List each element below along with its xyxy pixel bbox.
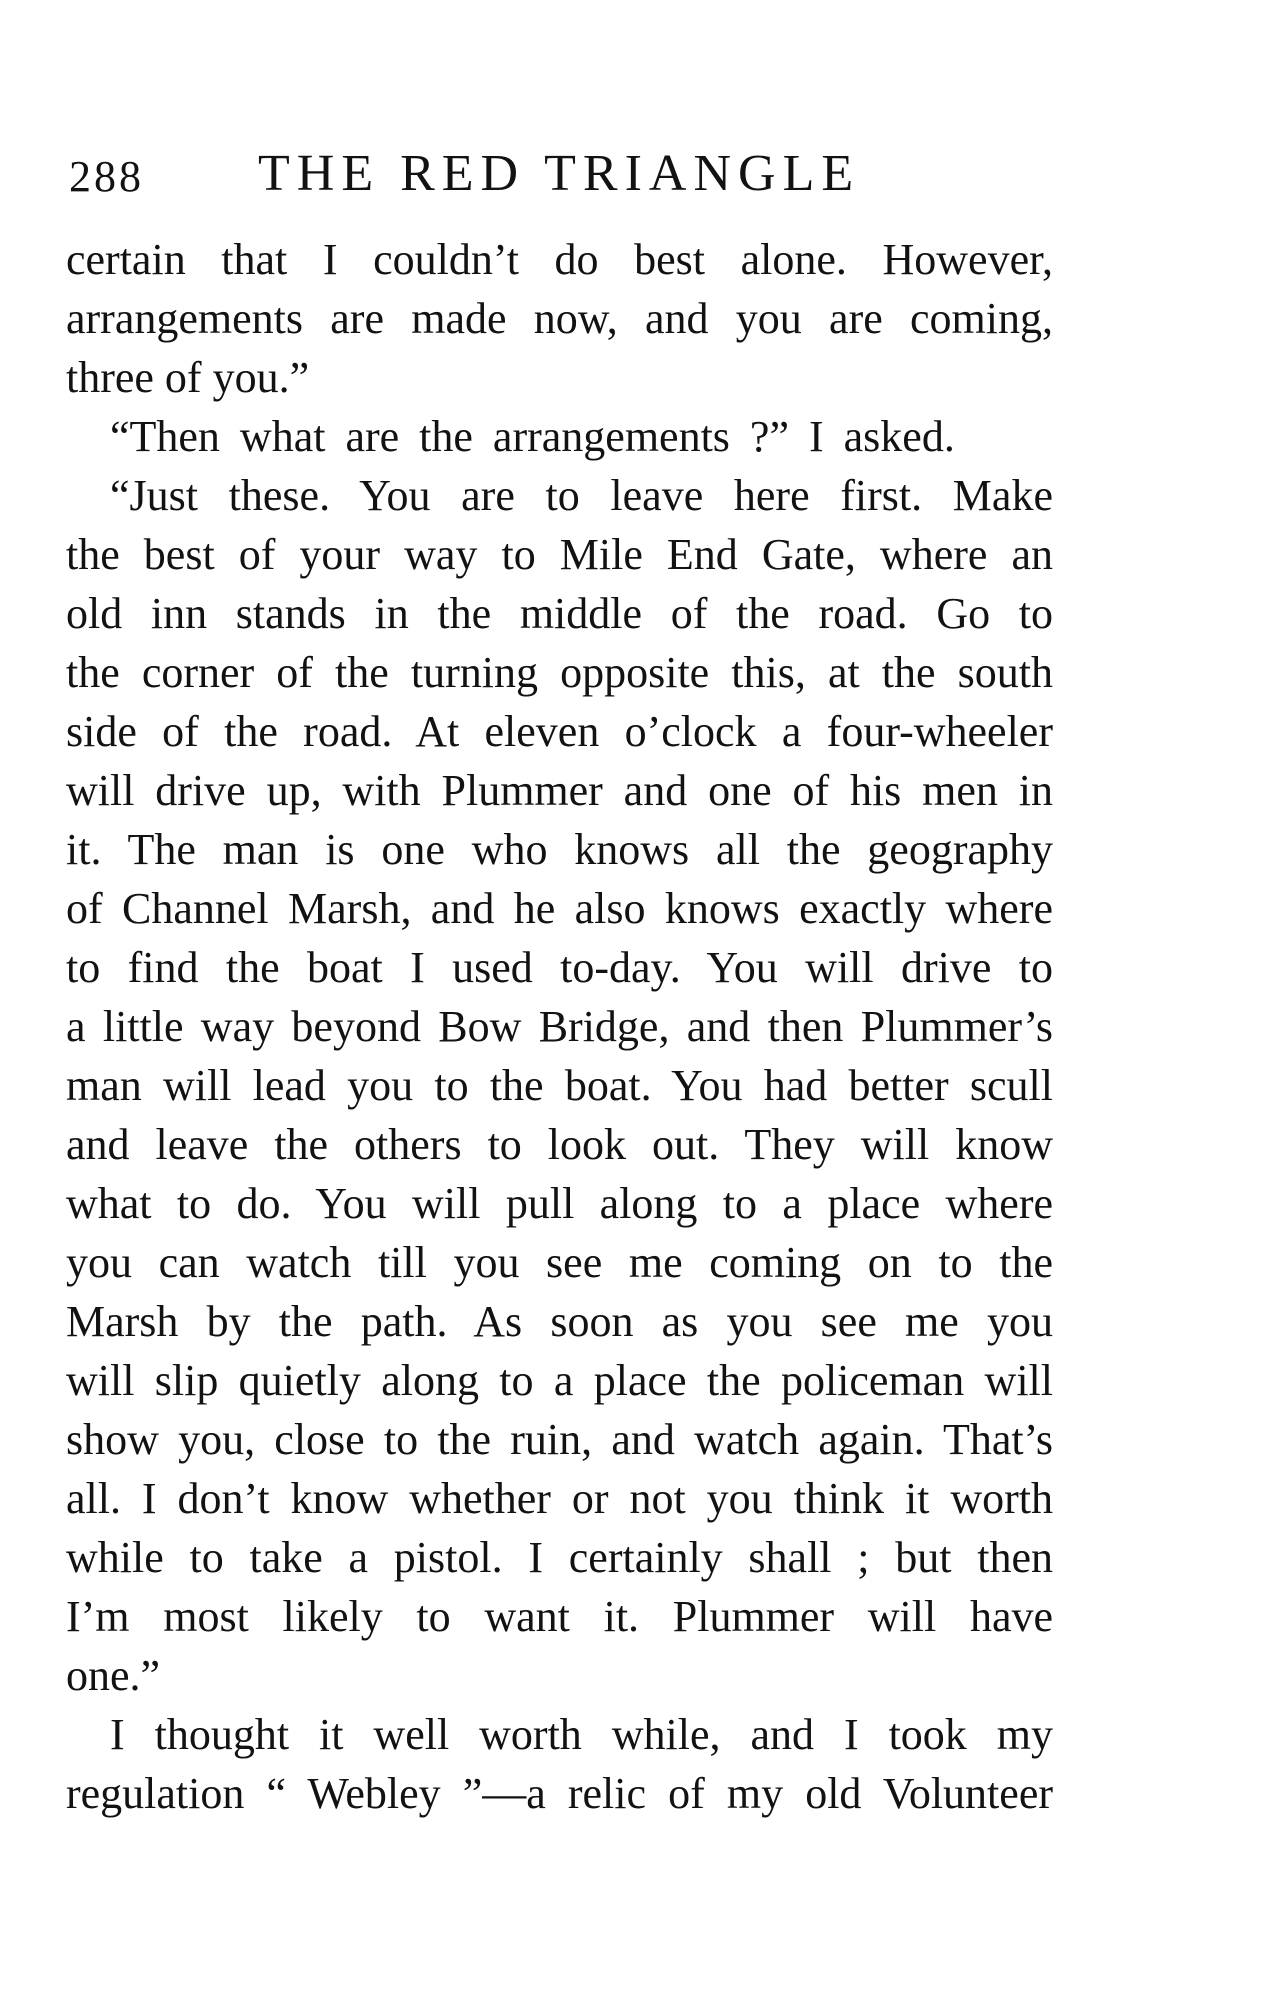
text-line: and leave the others to look out. They will know xyxy=(66,1120,1053,1169)
text-line: of Channel Marsh, and he also knows exactly where xyxy=(66,884,1053,933)
text-line: side of the road. At eleven o’clock a four-wheeler xyxy=(66,707,1053,756)
text-line: old inn stands in the middle of the road. Go to xyxy=(66,589,1053,638)
text-line: a little way beyond Bow Bridge, and then Plummer’s xyxy=(66,1002,1053,1051)
text-line: will slip quietly along to a place the policeman will xyxy=(66,1356,1053,1405)
text-line: the corner of the turning opposite this, at the south xyxy=(66,648,1053,697)
page-body xyxy=(66,230,1053,1823)
text-line: certain that I couldn’t do best alone. However, xyxy=(66,235,1053,284)
text-line: arrangements are made now, and you are coming, xyxy=(66,294,1053,343)
text-line: what to do. You will pull along to a place where xyxy=(66,1179,1053,1228)
text-line: show you, close to the ruin, and watch again. That’s xyxy=(66,1415,1053,1464)
text-line: man will lead you to the boat. You had better scull xyxy=(66,1061,1053,1110)
text-line: I thought it well worth while, and I took my xyxy=(110,1710,1053,1759)
text-line: it. The man is one who knows all the geography xyxy=(66,825,1053,874)
text-line: Marsh by the path. As soon as you see me you xyxy=(66,1297,1053,1346)
text-line: you can watch till you see me coming on to the xyxy=(66,1238,1053,1287)
text-line: all. I don’t know whether or not you think it worth xyxy=(66,1474,1053,1523)
text-line: three of you.” xyxy=(66,353,310,402)
text-line: the best of your way to Mile End Gate, where an xyxy=(66,530,1053,579)
text-line: “Just these. You are to leave here first. Make xyxy=(110,471,1053,520)
text-line: to find the boat I used to-day. You will drive to xyxy=(66,943,1053,992)
text-line: I’m most likely to want it. Plummer will have xyxy=(66,1592,1053,1641)
text-line: regulation “ Webley ”—a relic of my old Volunteer xyxy=(66,1769,1053,1818)
page-number: 288 xyxy=(69,152,144,201)
text-line: while to take a pistol. I certainly shall ; but then xyxy=(66,1533,1053,1582)
text-line: one.” xyxy=(66,1651,161,1700)
running-title: THE RED TRIANGLE xyxy=(258,145,861,202)
text-line: will drive up, with Plummer and one of his men in xyxy=(66,766,1053,815)
text-line: “Then what are the arrangements ?” I asked. xyxy=(110,412,955,461)
